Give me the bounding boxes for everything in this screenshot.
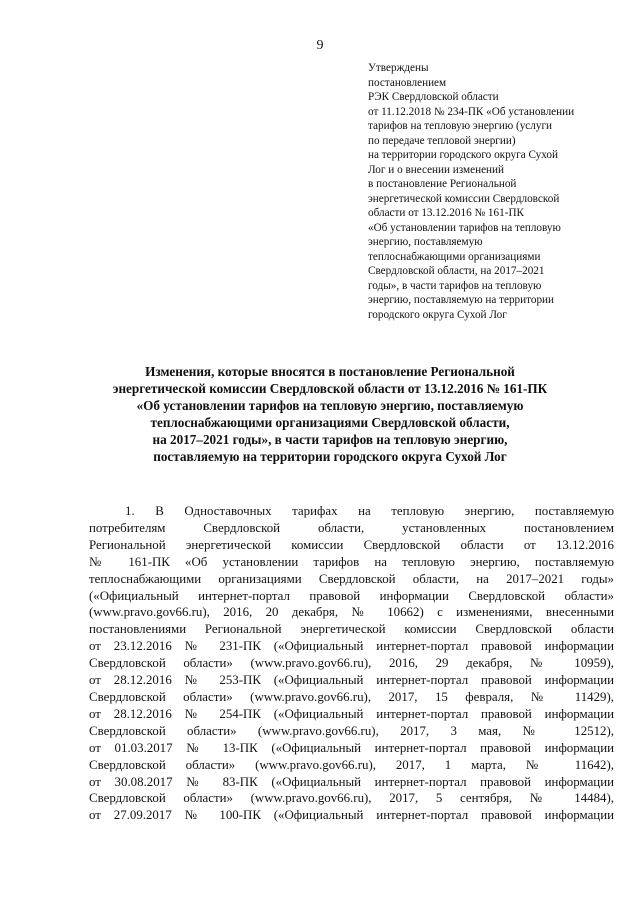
title-line: «Об установлении тарифов на тепловую энергию, поставляемую: [136, 397, 524, 413]
body-line: («Официальный интернет-портал правовой информации Свердловской области»: [89, 588, 614, 603]
body-line: потребителям Свердловской области, установленных постановлением: [89, 520, 614, 535]
approval-line: городского округа Сухой Лог: [368, 308, 507, 321]
approval-line: РЭК Свердловской области: [368, 91, 499, 103]
body-line: постановлениями Региональной энергетической комиссии Свердловской области: [89, 622, 614, 637]
body-line: от 27.09.2017 № 100-ПК («Официальный интернет-портал правовой информации: [89, 808, 614, 823]
body-line: от 01.03.2017 № 13-ПК («Официальный интернет-портал правовой информации: [89, 740, 614, 755]
approval-line: Лог и о внесении изменений: [368, 163, 505, 176]
body-line: Свердловской области» (www.pravo.gov66.ru), 2016, 29 декабря, № 10959),: [89, 656, 614, 671]
title-line: поставляемую на территории городского округа Сухой Лог: [153, 448, 507, 464]
approval-line: тарифов на тепловую энергию (услуги: [368, 120, 553, 132]
approval-line: «Об установлении тарифов на тепловую: [368, 221, 561, 234]
body-paragraph: [89, 503, 614, 824]
body-line: Региональной энергетической комиссии Свердловской области от 13.12.2016: [89, 537, 614, 552]
approval-line: энергетической комиссии Свердловской: [368, 192, 560, 205]
body-line: от 28.12.2016 № 254-ПК («Официальный интернет-портал правовой информации: [89, 706, 614, 721]
approval-line: в постановление Региональной: [368, 178, 517, 190]
approval-line: Свердловской области, на 2017–2021: [368, 265, 545, 277]
title-line: теплоснабжающими организациями Свердловской области,: [150, 414, 510, 430]
approval-line: Утверждены: [368, 62, 429, 74]
title-line: Изменения, которые вносятся в постановление Региональной: [145, 364, 515, 379]
body-line: Свердловской области» (www.pravo.gov66.ru), 2017, 1 марта, № 11642),: [89, 757, 614, 772]
title-line: энергетической комиссии Свердловской области от 13.12.2016 № 161-ПК: [112, 380, 548, 396]
approval-line: теплоснабжающими организациями: [368, 250, 541, 263]
title-line: на 2017–2021 годы», в части тарифов на тепловую энергию,: [152, 431, 508, 447]
body-line: Свердловской области» (www.pravo.gov66.ru), 2017, 5 сентября, № 14484),: [89, 791, 614, 806]
body-line: Свердловской области» (www.pravo.gov66.ru), 2017, 3 мая, № 12512),: [89, 723, 614, 738]
body-line: Свердловской области» (www.pravo.gov66.ru), 2017, 15 февраля, № 11429),: [89, 689, 614, 704]
document-title: [80, 364, 580, 465]
approval-line: постановлением: [368, 76, 447, 89]
body-line: 1. В Одноставочных тарифах на тепловую энергию, поставляемую: [125, 504, 614, 518]
approval-line: области от 13.12.2016 № 161-ПК: [368, 207, 524, 219]
body-line: от 28.12.2016 № 253-ПК («Официальный интернет-портал правовой информации: [89, 673, 614, 688]
approval-block: [368, 61, 620, 322]
approval-line: на территории городского округа Сухой: [368, 149, 559, 161]
body-line: № 161-ПК «Об установлении тарифов на тепловую энергию, поставляемую: [89, 554, 614, 569]
body-line: теплоснабжающими организациями Свердловской области, на 2017–2021 годы»: [89, 571, 614, 586]
approval-line: энергию, поставляемую: [368, 236, 483, 248]
body-line: от 30.08.2017 № 83-ПК («Официальный интернет-портал правовой информации: [89, 774, 614, 789]
page-number: 9: [316, 38, 324, 53]
body-line: (www.pravo.gov66.ru), 2016, 20 декабря, № 10662) с изменениями, внесенными: [89, 605, 614, 620]
approval-line: от 11.12.2018 № 234-ПК «Об установлении: [368, 105, 575, 118]
approval-line: по передаче тепловой энергии): [368, 134, 516, 147]
approval-line: годы», в части тарифов на тепловую: [368, 279, 542, 292]
approval-line: энергию, поставляемую на территории: [368, 294, 555, 306]
body-line: от 23.12.2016 № 231-ПК («Официальный интернет-портал правовой информации: [89, 639, 614, 654]
